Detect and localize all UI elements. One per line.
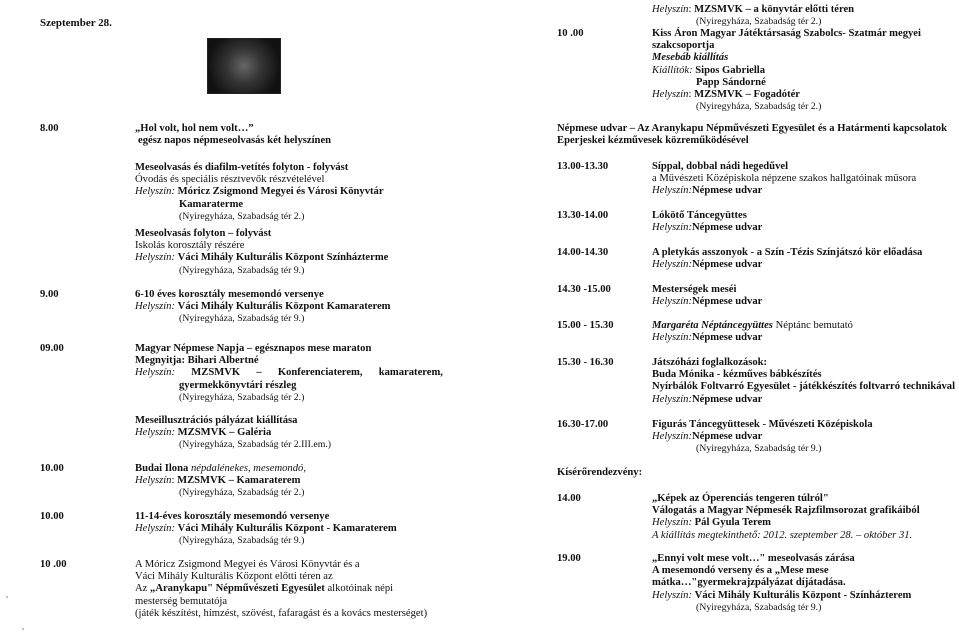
- date-heading: Szeptember 28.: [40, 17, 112, 29]
- event-block: [652, 204, 762, 234]
- event-label: Helyszín: [652, 88, 689, 100]
- event-time: 09.00: [40, 343, 64, 354]
- event-line: [652, 419, 873, 431]
- event-block: [135, 457, 306, 500]
- event-label: Helyszín:: [135, 523, 178, 535]
- event-address: (Nyiregyháza, Szabadság tér 2.): [696, 101, 822, 113]
- event-block: [652, 351, 955, 406]
- event-label: Helyszín:: [652, 517, 695, 529]
- event-text: alkotóinak népi: [324, 583, 394, 595]
- event-line: [652, 247, 922, 259]
- event-venue: kamaraterem,: [378, 367, 443, 379]
- event-venue: Váci Mihály Kulturális Központ Kamaraterem: [177, 301, 391, 313]
- event-address: (Nyiregyháza, Szabadság tér 9.): [179, 535, 305, 547]
- event-line: [652, 517, 920, 529]
- event-title: Népmese udvar – Az Aranykapu Népművészeti Egyesület és a Határmenti kapcsolatok: [557, 123, 947, 134]
- event-line: [652, 553, 911, 565]
- event-title: „Képek az Óperenciás tengeren túlról": [652, 493, 829, 504]
- event-title: Figurás Táncegyüttesek - Művészeti Középiskola: [652, 419, 873, 430]
- event-block: [135, 553, 427, 620]
- event-title: Játszóházi foglalkozások:: [652, 357, 768, 368]
- event-time: 14.30 -15.00: [557, 284, 611, 295]
- event-text: Váci Mihály Kulturális Központ előtti téren az: [135, 571, 333, 583]
- event-text: A Móricz Zsigmond Megyei és Városi Könyvtár és a: [135, 559, 360, 570]
- folk-tale-illustration-image: [207, 38, 281, 94]
- event-title: Meseolvasás folyton – folyvást: [135, 228, 272, 239]
- event-venue: –: [256, 367, 262, 379]
- event-block: [135, 505, 397, 548]
- event-address: (Nyiregyháza, Szabadság tér 2.): [179, 487, 305, 499]
- event-boldemph: Mesebáb kiállítás: [652, 52, 729, 64]
- event-emph: A kiállítás megtekinthető: 2012. szeptember 28. – október 31.: [652, 529, 913, 541]
- event-title: Meseolvasás és diafilm-vetítés folyton - folyvást: [135, 162, 349, 173]
- event-line: [696, 77, 921, 89]
- event-address: (Nyiregyháza, Szabadság tér 9.): [696, 443, 822, 455]
- event-venue-cont: gyermekkönyvtári részleg: [179, 379, 297, 391]
- event-block: [652, 487, 920, 542]
- event-label: Helyszín:: [652, 222, 693, 234]
- event-venue: Móricz Zsigmond Megyei és Városi Könyvtár: [177, 186, 384, 198]
- event-line: [135, 463, 306, 475]
- event-line: [135, 252, 388, 264]
- event-title: Lókötő Táncegyüttes: [652, 210, 747, 221]
- event-emph: népdalénekes, mesemondó,: [190, 463, 306, 474]
- event-block: [135, 117, 331, 147]
- event-line: [652, 394, 955, 406]
- event-title: Meseillusztrációs pályázat kiállítása: [135, 415, 298, 426]
- event-line: [652, 52, 921, 64]
- event-label: Helyszín:: [135, 186, 178, 198]
- event-line: [179, 313, 391, 325]
- event-label: Helyszín:: [652, 431, 693, 443]
- event-title: Válogatás a Magyar Népmesék Rajzfilmsorozat grafikáiból: [652, 505, 920, 517]
- event-block: [652, 413, 873, 456]
- event-label: Helyszín:: [135, 301, 178, 313]
- event-title: Síppal, dobbal nádi hegedűvel: [652, 161, 789, 172]
- event-address: (Nyiregyháza, Szabadság tér 9.): [179, 313, 305, 325]
- event-line: [652, 565, 911, 577]
- event-line: [135, 571, 427, 583]
- event-time: 8.00: [40, 123, 59, 134]
- event-line: [652, 332, 853, 344]
- event-title: Kiss Áron Magyar Játéktársaság Szabolcs- Szatmár megyei: [652, 28, 921, 39]
- event-address: (Nyiregyháza, Szabadság tér 2.III.em.): [179, 439, 332, 451]
- event-text: (játék készítést, hímzést, szövést, fafaragást és a kovács mesterséget): [135, 607, 428, 619]
- event-line: [557, 467, 642, 479]
- event-block: [135, 409, 331, 452]
- event-venue: Sipos Gabriella: [695, 64, 766, 76]
- event-label: Helyszín: [652, 4, 689, 15]
- event-boldemph: Margaréta Néptáncegyüttes: [652, 320, 773, 331]
- event-title: A mesemondó verseny és a „Mese mese: [652, 565, 829, 577]
- event-time: 19.00: [557, 553, 581, 564]
- event-label: Helyszín:: [135, 427, 178, 439]
- event-line: [135, 415, 331, 427]
- scan-speck: [6, 596, 8, 598]
- event-venue-cont: Papp Sándorné: [696, 76, 766, 88]
- event-line: [135, 583, 427, 595]
- event-venue: MZSMVK: [191, 367, 241, 379]
- event-block: [652, 241, 922, 271]
- event-title: Eperjeskei kézművesek közreműködésével: [557, 135, 749, 147]
- event-line: [135, 523, 397, 535]
- event-text: :: [171, 475, 178, 487]
- event-line: [652, 357, 955, 369]
- event-text: Néptánc bemutató: [772, 320, 853, 331]
- event-line: [138, 135, 331, 147]
- event-title: Magyar Népmese Napja – egésznapos mese maraton: [135, 343, 372, 354]
- event-line: [652, 65, 921, 77]
- event-line: [135, 559, 427, 571]
- event-title: mátka…"gyermekrajzpályázat díjátadása.: [652, 577, 846, 589]
- event-venue-cont: Kamaraterme: [179, 198, 244, 210]
- event-title: Kísérőrendezvény:: [557, 467, 643, 478]
- event-label: Helyszín:: [652, 332, 693, 344]
- event-block: [652, 314, 853, 344]
- event-time: 10 .00: [557, 28, 584, 39]
- event-line: [135, 596, 427, 608]
- event-text: Óvodás és speciális résztvevők részvételével: [135, 174, 325, 186]
- event-block: [135, 156, 384, 223]
- event-block: [135, 222, 388, 277]
- event-title: A pletykás asszonyok - a Szín -Tézis Színjátszó kör előadása: [652, 247, 923, 258]
- event-line: [179, 380, 443, 392]
- event-line: [135, 511, 397, 523]
- event-time: 14.00-14.30: [557, 247, 609, 258]
- event-venue: Népmese udvar: [692, 393, 763, 405]
- event-block: [652, 155, 916, 198]
- event-line: [179, 439, 331, 451]
- event-line: [135, 123, 331, 135]
- event-label: Helyszín:: [135, 252, 178, 264]
- event-time: 16.30-17.00: [557, 419, 609, 430]
- event-venue: Pál Gyula Terem: [694, 517, 771, 529]
- event-venue: Népmese udvar: [692, 296, 763, 308]
- event-time: 13.30-14.00: [557, 210, 609, 221]
- event-time: 9.00: [40, 289, 59, 300]
- event-line: [135, 343, 443, 355]
- event-line: [652, 222, 762, 234]
- event-label: Kiállítók:: [652, 64, 696, 76]
- event-time: 10 .00: [40, 559, 67, 570]
- event-title: Megnyitja: Bihari Albertné: [135, 355, 259, 367]
- event-time: 14.00: [557, 493, 581, 504]
- event-title: „Ennyi volt mese volt…" meseolvasás zárása: [652, 553, 855, 564]
- event-line: [652, 590, 911, 602]
- event-line: [652, 259, 922, 271]
- event-line: [652, 89, 921, 101]
- event-line: [652, 296, 762, 308]
- event-label: Helyszín:: [652, 296, 693, 308]
- event-venue: MZSMVK – Galéria: [177, 427, 272, 439]
- event-line: [135, 475, 306, 487]
- event-line: [652, 210, 762, 222]
- event-line: [652, 284, 762, 296]
- event-time: 10.00: [40, 463, 64, 474]
- event-title: „Aranykapu" Népművészeti Egyesület: [150, 583, 325, 595]
- event-line: [135, 367, 443, 379]
- scan-speck: [22, 628, 24, 630]
- event-title: Mesterségek meséi: [652, 284, 737, 295]
- event-venue: Népmese udvar: [692, 431, 763, 443]
- event-line: [135, 174, 384, 186]
- event-line: [652, 173, 916, 185]
- event-text: Az: [135, 583, 151, 595]
- event-label: Helyszín:: [652, 259, 693, 271]
- event-title: Budai Ilona: [135, 463, 191, 474]
- event-block: [557, 117, 947, 147]
- event-text: :: [688, 4, 695, 15]
- event-time: 10.00: [40, 511, 64, 522]
- event-line: [135, 228, 388, 240]
- event-line: [135, 355, 443, 367]
- event-line: [135, 301, 391, 313]
- event-line: [179, 487, 306, 499]
- event-venue: Népmese udvar: [692, 222, 763, 234]
- event-venue: Váci Mihály Kulturális Központ - Kamaraterem: [177, 523, 397, 535]
- event-time: 15.30 - 16.30: [557, 357, 614, 368]
- event-text: Iskolás korosztály részére: [135, 240, 245, 252]
- event-line: [652, 185, 916, 197]
- event-venue: MZSMVK – Fogadótér: [694, 88, 801, 100]
- event-line: [135, 162, 384, 174]
- event-line: [652, 381, 955, 393]
- event-block: [557, 461, 642, 479]
- event-line: [179, 199, 384, 211]
- event-address: (Nyiregyháza, Szabadság tér 9.): [179, 264, 305, 276]
- event-address: (Nyiregyháza, Szabadság tér 9.): [696, 601, 822, 613]
- event-line: [179, 535, 397, 547]
- event-line: [652, 431, 873, 443]
- event-line: [135, 608, 427, 620]
- event-line: [135, 427, 331, 439]
- event-block: [135, 337, 443, 404]
- event-label: Helyszín:: [652, 393, 693, 405]
- event-text: mesterség bemutatója: [135, 595, 228, 607]
- event-block: [135, 283, 391, 326]
- event-title: Buda Mónika - kézműves bábkészítés: [652, 369, 822, 381]
- event-venue: Népmese udvar: [692, 259, 763, 271]
- event-line: [179, 265, 388, 277]
- event-line: [696, 443, 873, 455]
- event-line: [179, 392, 443, 404]
- event-title: 6-10 éves korosztály mesemondó versenye: [135, 289, 324, 300]
- event-line: [135, 289, 391, 301]
- event-address: (Nyiregyháza, Szabadság tér 2.): [696, 16, 822, 28]
- event-venue: Váci Mihály Kulturális Központ - Színházterem: [694, 589, 912, 601]
- event-text: :: [688, 88, 695, 100]
- event-line: [135, 240, 388, 252]
- event-time: 13.00-13.30: [557, 161, 609, 172]
- event-line: [652, 493, 920, 505]
- event-time: 15.00 - 15.30: [557, 320, 614, 331]
- event-venue: MZSMVK – Kamaraterem: [177, 475, 301, 487]
- event-block: [652, 547, 911, 614]
- event-title: szakcsoportja: [652, 40, 715, 52]
- event-label: Helyszín: [135, 475, 172, 487]
- event-line: [557, 135, 947, 147]
- event-title: „Hol volt, hol nem volt…”: [135, 123, 254, 134]
- event-line: [652, 4, 854, 16]
- event-venue: Váci Mihály Kulturális Központ Színházterme: [177, 252, 389, 264]
- event-venue: Konferenciaterem,: [277, 367, 363, 379]
- event-title: 11-14-éves korosztály mesemondó versenye: [135, 511, 330, 522]
- event-title-sub: egész napos népmeseolvasás két helyszínen: [138, 135, 332, 147]
- event-block: [652, 278, 762, 308]
- event-line: [652, 28, 921, 40]
- event-text: a Művészeti Középiskola népzene szakos hallgatóinak műsora: [652, 173, 917, 185]
- event-title: Nyírbálók Foltvarró Egyesület - játékkészítés foltvarró technikával: [652, 381, 956, 393]
- event-line: [652, 577, 911, 589]
- event-line: [696, 101, 921, 113]
- event-line: [135, 186, 384, 198]
- event-line: [652, 530, 920, 542]
- event-block: [652, 22, 921, 113]
- event-line: [652, 40, 921, 52]
- event-label: Helyszín:: [652, 185, 693, 197]
- event-line: [696, 602, 911, 614]
- event-line: [652, 161, 916, 173]
- event-address: (Nyiregyháza, Szabadság tér 2.): [179, 210, 305, 222]
- event-venue: MZSMVK – a könyvtár előtti téren: [694, 4, 855, 15]
- event-line: [652, 505, 920, 517]
- event-venue: Népmese udvar: [692, 185, 763, 197]
- event-label: Helyszín:: [652, 589, 695, 601]
- event-label: Helyszín:: [135, 367, 176, 379]
- event-address: (Nyiregyháza, Szabadság tér 2.): [179, 391, 305, 403]
- event-line: [557, 123, 947, 135]
- event-line: [652, 320, 853, 332]
- event-line: [652, 369, 955, 381]
- event-venue: Népmese udvar: [692, 332, 763, 344]
